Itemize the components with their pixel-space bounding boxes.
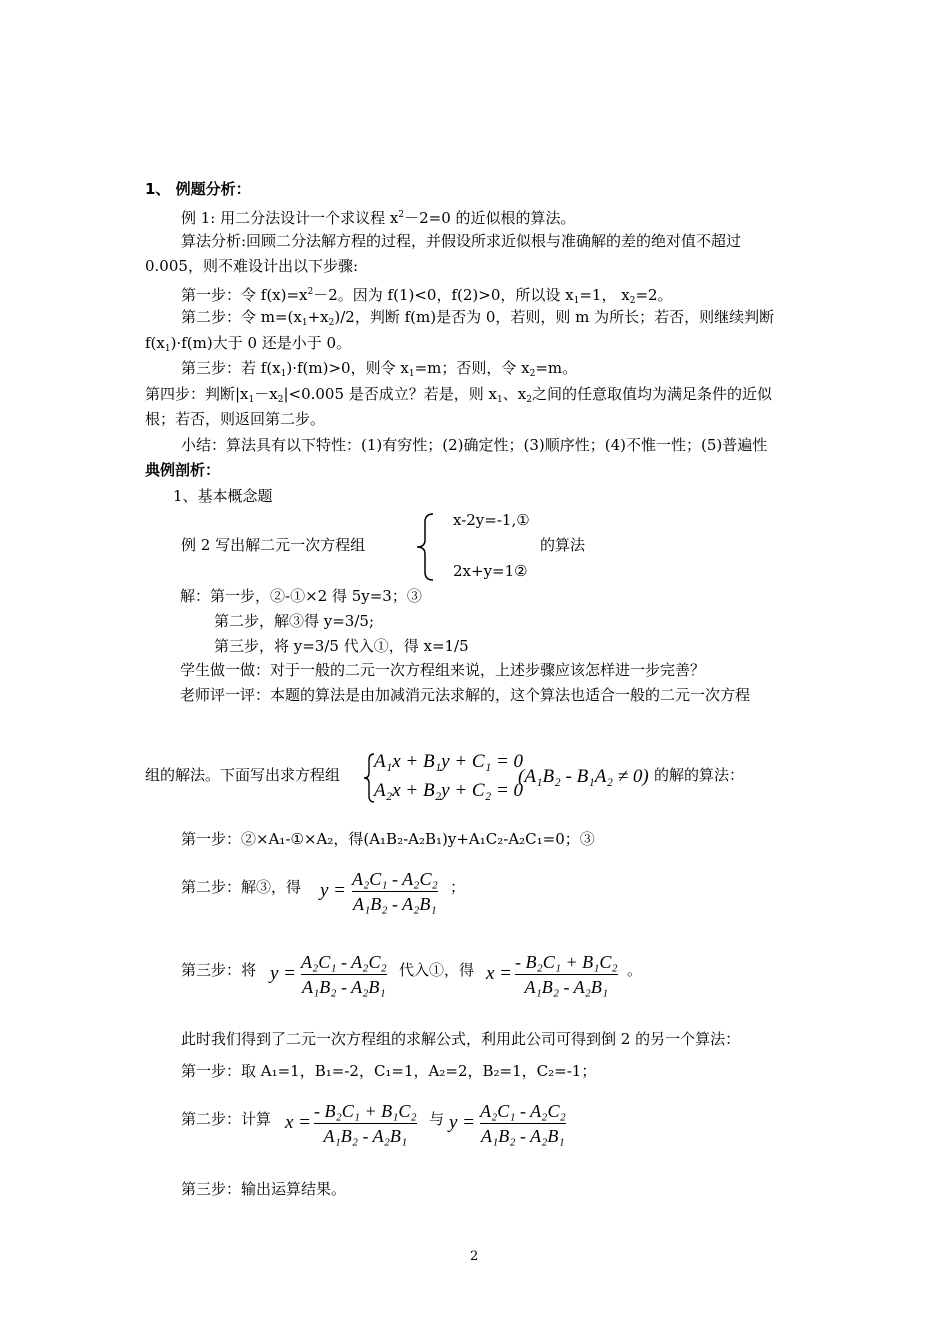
y-fraction <box>301 951 387 998</box>
y-lhs: y = <box>270 963 297 984</box>
general-equation-1: A₁x + B₁y + C₁ = 0 <box>374 751 524 772</box>
alt-step2-mid: 与 <box>429 1110 445 1128</box>
section-heading-2: 典例剖析： <box>145 461 221 479</box>
solution-step3: 第三步，将 y=3/5 代入①，得 x=1/5 <box>214 637 469 655</box>
algorithm-analysis-line2: 0.005，则不难设计出以下步骤: <box>145 257 358 275</box>
ex1-step4-line2: 根；若否，则返回第二步。 <box>145 410 326 428</box>
x-numerator: - B₂C₁ + B₁C₂ <box>515 952 618 972</box>
y-denominator: A₁B₂ - A₂B₁ <box>302 977 386 997</box>
teacher-comment: 老师评一评：本题的算法是由加减消元法求解的，这个算法也适合一般的二元一次方程 <box>180 686 751 704</box>
x-denominator: A₁B₂ - A₂B₁ <box>524 977 609 997</box>
solution-step1: 解：第一步，②-①×2 得 5y=3；③ <box>180 587 422 605</box>
general-step1: 第一步：②×A₁-①×A₂，得(A₁B₂-A₂B₁)y+A₁C₂-A₂C₁=0；③ <box>181 830 595 848</box>
determinant-condition: (A₁B₂ - B₁A₂ ≠ 0) <box>518 766 649 787</box>
x-fraction <box>314 1100 417 1147</box>
alt-step3: 第三步：输出运算结果。 <box>181 1180 347 1198</box>
y-numerator: A₂C₁ - A₂C₂ <box>480 1101 566 1121</box>
x-lhs: x = <box>486 963 513 984</box>
ex1-step3: 第三步：若 $f(x_1)\cdot f(m)>0$，则令 $x_1=m$；否则，令 $x_2=m$。 <box>181 359 578 379</box>
ex1-summary: 小结：算法具有以下特性：(1)有穷性；(2)确定性；(3)顺序性；(4)不惟一性；(5)普遍性 <box>181 436 768 454</box>
y-numerator: A₂C₁ - A₂C₂ <box>352 869 438 889</box>
alt-step2-label: 第二步：计算 <box>181 1110 272 1128</box>
ex1-step2-line1: 第二步：令 $m=(x_1+x_2)/2$，判断 f(m)是否为 0，若则，则 m 为所长；若否，则继续判断 <box>181 308 775 328</box>
general-step3-label: 第三步：将 <box>181 961 257 979</box>
y-fraction <box>352 868 438 915</box>
page-number: 2 <box>470 1249 479 1264</box>
y-lhs: y = <box>449 1112 476 1133</box>
student-task: 学生做一做：对于一般的二元一次方程组来说，上述步骤应该怎样进一步完善？ <box>180 661 706 679</box>
ex1-step2-line2: $f(x_1)\cdot f(m)$大于 0 还是小于 0。 <box>145 334 352 354</box>
general-step3-mid: 代入①，得 <box>399 961 475 979</box>
algorithm-analysis-line1: 算法分析:回顾二分法解方程的过程，并假设所求近似根与准确解的差的绝对值不超过 <box>181 232 742 250</box>
alt-step1: 第一步：取 A₁=1，B₁=-2，C₁=1，A₂=2，B₂=1，C₂=-1； <box>181 1062 597 1080</box>
y-fraction <box>480 1100 566 1147</box>
section-heading-1: 1、 例题分析： <box>145 180 251 198</box>
ex1-step4-line1: 第四步：判断$|x_1-x_2|<0.005$ 是否成立？若是，则 $x_1$、$x_2$之间的任意取值均为满足条件的近似 <box>145 385 772 405</box>
left-brace-icon <box>413 512 437 582</box>
general-step3-tail: 。 <box>627 961 643 979</box>
example-1-statement: 例 1: 用二分法设计一个求议程 $x^2-2=0$ 的近似根的算法。 <box>181 209 576 227</box>
system-equation-1: x-2y=-1,① <box>453 511 530 529</box>
general-step2-tail: ； <box>450 878 466 896</box>
x-fraction <box>515 951 618 998</box>
y-lhs: y = <box>320 880 347 901</box>
basic-concept-heading: 1、基本概念题 <box>173 487 273 505</box>
system-equation-2: 2x+y=1② <box>453 562 528 580</box>
example-2-label: 例 2 写出解二元一次方程组 <box>181 536 366 554</box>
general-step2-label: 第二步：解③，得 <box>181 878 302 896</box>
general-equation-2: A₂x + B₂y + C₂ = 0 <box>374 780 524 801</box>
y-denominator: A₁B₂ - A₂B₁ <box>353 894 437 914</box>
formula-note: 此时我们得到了二元一次方程组的求解公式，利用此公司可得到倒 2 的另一个算法： <box>181 1030 741 1048</box>
x-denominator: A₁B₂ - A₂B₁ <box>323 1126 408 1146</box>
ex1-step1: 第一步：令 $f(x)=x^2-2$。因为 f(1)<0，f(2)>0，所以设 $x_1=1$， $x_2=2$。 <box>181 286 673 306</box>
general-system-intro: 组的解法。下面写出求方程组 <box>145 766 341 784</box>
x-numerator: - B₂C₁ + B₁C₂ <box>314 1101 417 1121</box>
general-system-intro-tail: 的解的算法： <box>654 766 745 784</box>
solution-step2: 第二步，解③得 y=3/5; <box>214 612 375 630</box>
y-numerator: A₂C₁ - A₂C₂ <box>301 952 387 972</box>
x-lhs: x = <box>285 1112 312 1133</box>
example-2-tail: 的算法 <box>540 536 586 554</box>
y-denominator: A₁B₂ - A₂B₁ <box>481 1126 565 1146</box>
